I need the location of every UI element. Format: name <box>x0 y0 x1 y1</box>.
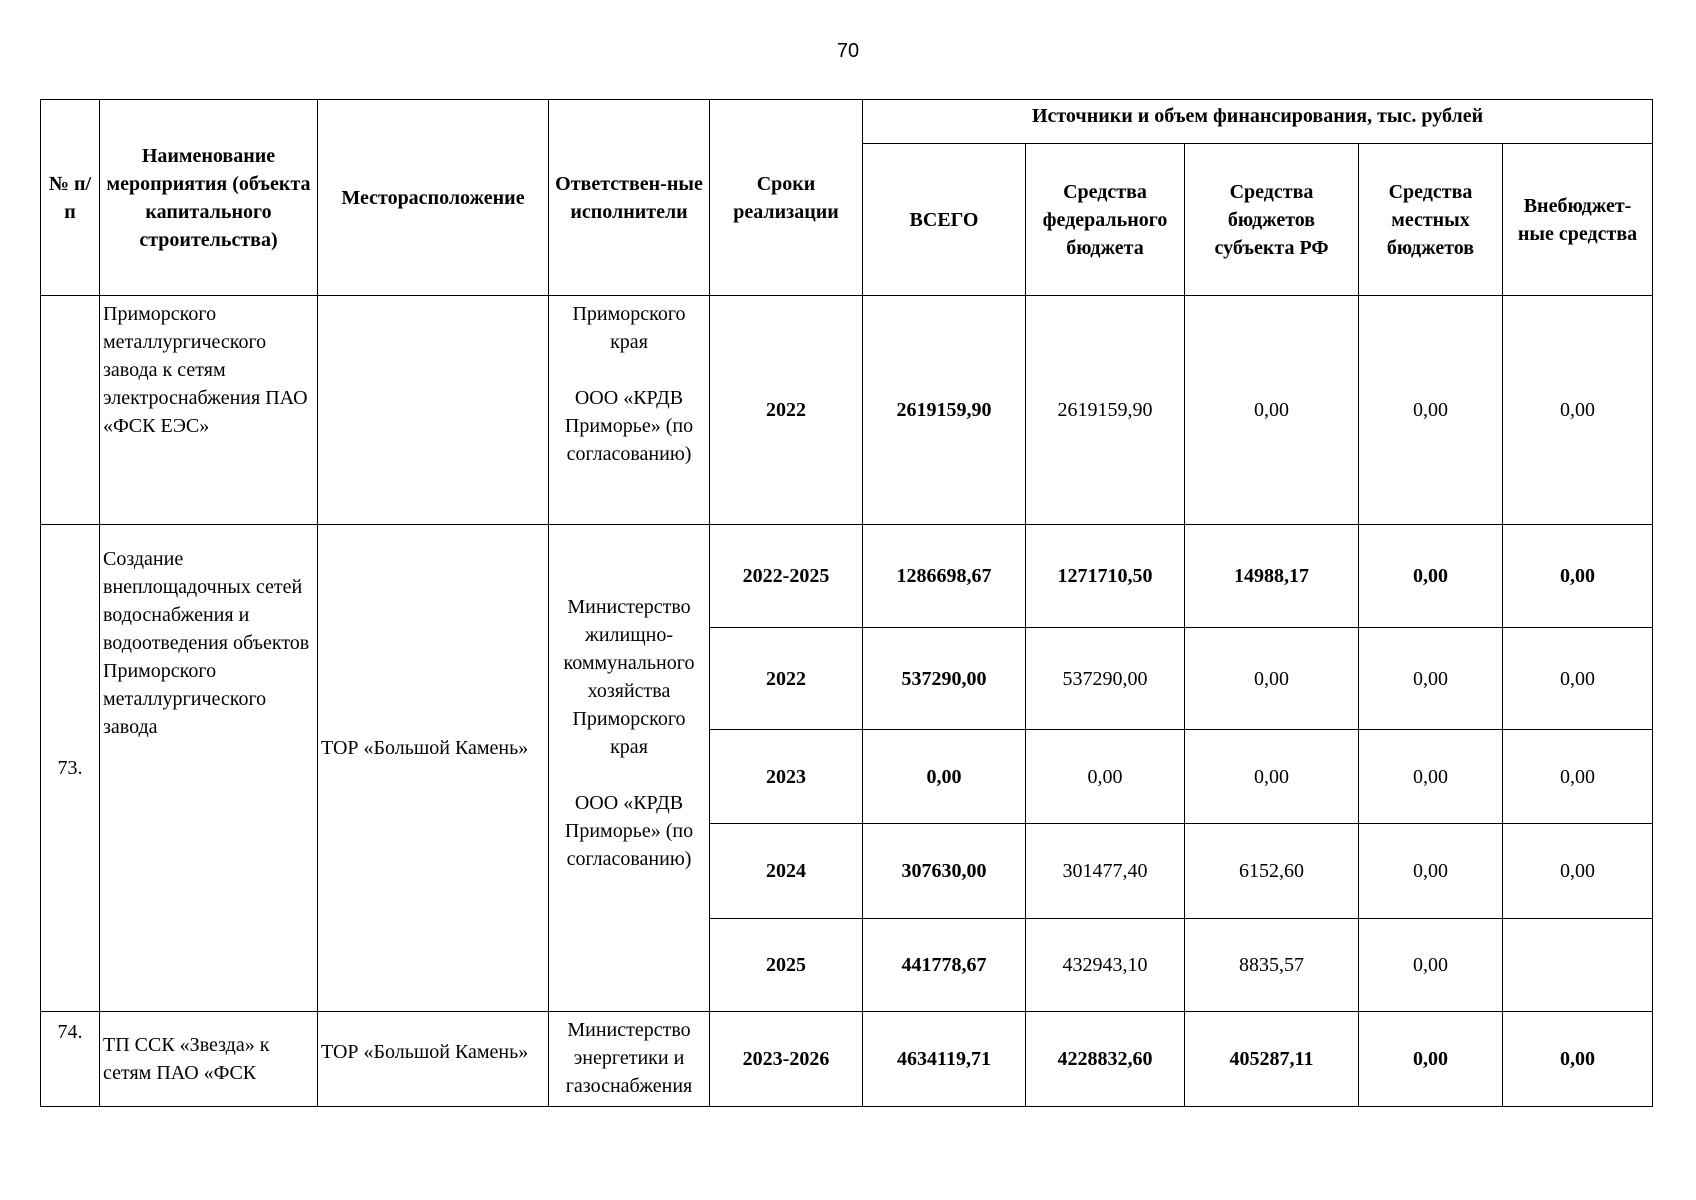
row72-responsible-1: Приморского края <box>572 303 686 353</box>
header-num: № п/п <box>41 100 100 296</box>
table-row <box>41 525 1653 628</box>
row73-extra-1: 0,00 <box>1503 628 1653 730</box>
row72-responsible <box>549 296 710 525</box>
row73-regional-0: 14988,17 <box>1185 525 1359 628</box>
row73-regional-3: 6152,60 <box>1185 824 1359 919</box>
row73-regional-4: 8835,57 <box>1185 919 1359 1012</box>
row73-extra-3: 0,00 <box>1503 824 1653 919</box>
row74-local: 0,00 <box>1359 1012 1503 1107</box>
row73-extra-2: 0,00 <box>1503 730 1653 824</box>
row73-regional-1: 0,00 <box>1185 628 1359 730</box>
row72-num <box>41 296 100 525</box>
row72-year: 2022 <box>710 296 863 525</box>
header-local: Средства местных бюджетов <box>1359 144 1503 296</box>
header-extra: Внебюджет-ные средства <box>1503 144 1653 296</box>
row73-year-3: 2024 <box>710 824 863 919</box>
row72-extra: 0,00 <box>1503 296 1653 525</box>
row73-federal-4: 432943,10 <box>1026 919 1185 1012</box>
row73-responsible-2: ООО «КРДВ Приморье» (по согласованию) <box>564 792 694 870</box>
row73-total-2: 0,00 <box>863 730 1026 824</box>
header-location: Месторасположение <box>318 100 549 296</box>
row73-extra-0: 0,00 <box>1503 525 1653 628</box>
row74-year: 2023-2026 <box>710 1012 863 1107</box>
header-sources: Источники и объем финансирования, тыс. рублей <box>863 100 1653 144</box>
row73-local-4: 0,00 <box>1359 919 1503 1012</box>
row72-total: 2619159,90 <box>863 296 1026 525</box>
row74-federal: 4228832,60 <box>1026 1012 1185 1107</box>
page-number: 70 <box>836 40 860 62</box>
header-terms: Сроки реализации <box>710 100 863 296</box>
header-total: ВСЕГО <box>863 144 1026 296</box>
row74-name: ТП ССК «Звезда» к сетям ПАО «ФСК <box>100 1012 318 1107</box>
row74-location: ТОР «Большой Камень» <box>318 1012 549 1107</box>
row72-local: 0,00 <box>1359 296 1503 525</box>
row73-regional-2: 0,00 <box>1185 730 1359 824</box>
row74-num: 74. <box>41 1012 100 1107</box>
row74-total: 4634119,71 <box>863 1012 1026 1107</box>
row72-responsible-2: ООО «КРДВ Приморье» (по согласованию) <box>564 387 694 465</box>
row73-year-0: 2022-2025 <box>710 525 863 628</box>
row73-total-3: 307630,00 <box>863 824 1026 919</box>
row73-federal-3: 301477,40 <box>1026 824 1185 919</box>
row73-local-2: 0,00 <box>1359 730 1503 824</box>
header-responsible: Ответствен-ные исполнители <box>549 100 710 296</box>
row73-total-0: 1286698,67 <box>863 525 1026 628</box>
row72-location <box>318 296 549 525</box>
row73-total-4: 441778,67 <box>863 919 1026 1012</box>
header-federal: Средства федерального бюджета <box>1026 144 1185 296</box>
row73-num: 73. <box>41 525 100 1012</box>
row73-name: Создание внеплощадочных сетей водоснабжения и водоотведения объектов Приморского металлургического завода <box>100 525 318 1012</box>
row73-local-0: 0,00 <box>1359 525 1503 628</box>
row73-total-1: 537290,00 <box>863 628 1026 730</box>
row72-name: Приморского металлургического завода к сетям электроснабжения ПАО «ФСК ЕЭС» <box>100 296 318 525</box>
row73-local-3: 0,00 <box>1359 824 1503 919</box>
row73-local-1: 0,00 <box>1359 628 1503 730</box>
financing-table <box>40 99 1653 1107</box>
row73-year-4: 2025 <box>710 919 863 1012</box>
row73-responsible-1: Министерство жилищно-коммунального хозяйства Приморского края <box>563 596 695 758</box>
row73-federal-0: 1271710,50 <box>1026 525 1185 628</box>
row73-federal-2: 0,00 <box>1026 730 1185 824</box>
row73-location: ТОР «Большой Камень» <box>318 525 549 1012</box>
row74-responsible: Министерство энергетики и газоснабжения <box>549 1012 710 1107</box>
row73-responsible <box>549 525 710 1012</box>
row73-year-2: 2023 <box>710 730 863 824</box>
row72-federal: 2619159,90 <box>1026 296 1185 525</box>
row74-extra: 0,00 <box>1503 1012 1653 1107</box>
row73-year-1: 2022 <box>710 628 863 730</box>
header-regional: Средства бюджетов субъекта РФ <box>1185 144 1359 296</box>
row73-extra-4 <box>1503 919 1653 1012</box>
table-row <box>41 1012 1653 1107</box>
row74-regional: 405287,11 <box>1185 1012 1359 1107</box>
header-name: Наименование мероприятия (объекта капитального строительства) <box>100 100 318 296</box>
row73-federal-1: 537290,00 <box>1026 628 1185 730</box>
table-row <box>41 296 1653 525</box>
row72-regional: 0,00 <box>1185 296 1359 525</box>
